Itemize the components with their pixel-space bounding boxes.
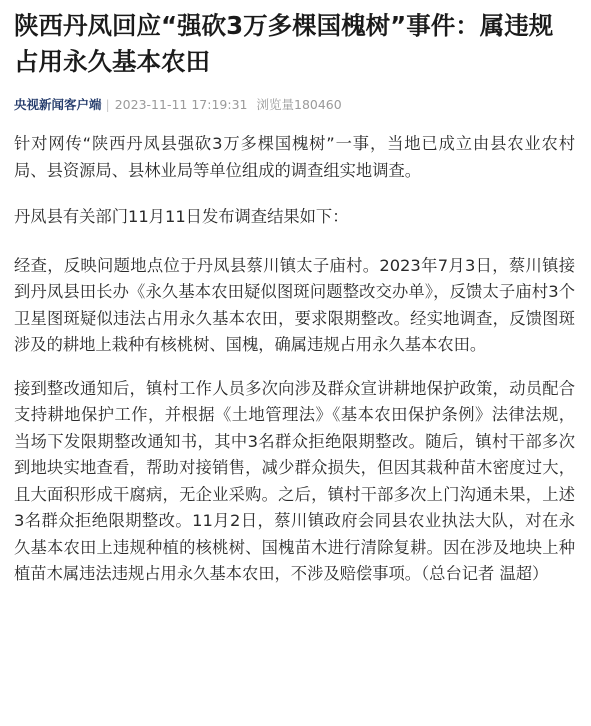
article-paragraph: 针对网传“陕西丹凤县强砍3万多棵国槐树”一事，当地已成立由县农业农村局、县资源局、县林业局等单位组成的调查组实地调查。 [14,134,575,180]
source-link[interactable]: 央视新闻客户端 [14,97,102,112]
view-count: 浏览量180460 [256,97,342,112]
publish-timestamp: 2023-11-11 17:19:31 [114,97,248,112]
meta-separator: | [105,97,110,112]
article-title: 陕西丹凤回应“强砍3万多棵国槐树”事件：属违规占用永久基本农田 [14,11,554,76]
article-paragraph: 经查，反映问题地点位于丹凤县蔡川镇太子庙村。2023年7月3日，蔡川镇接到丹凤县田长办《永久基本农田疑似图斑问题整改交办单》，反馈太子庙村3个卫星图斑疑似违法占用永久基本农田，要求限期整改。经实地调查，反馈图斑涉及的耕地上栽种有核桃树、国槐，确属违规占用永久基本农田。 [14,255,575,354]
article-paragraph: 接到整改通知后，镇村工作人员多次向涉及群众宣讲耕地保护政策，动员配合支持耕地保护工作，并根据《土地管理法》《基本农田保护条例》法律法规，当场下发限期整改通知书，其中3名群众拒绝限期整改。随后，镇村干部多次到地块实地查看，帮助对接销售，减少群众损失，但因其栽种苗木密度过大，且大面积形成干腐病，无企业采购。之后，镇村干部多次上门沟通未果，上述3名群众拒绝限期整改。11月2日，蔡川镇政府会同县农业执法大队，对在永久基本农田上违规种植的核桃树、国槐苗木进行清除复耕。因在涉及地块上种植苗木属违法违规占用永久基本农田，不涉及赔偿事项。（总台记者 温超） [14,378,575,583]
article-paragraph: 丹凤县有关部门11月11日发布调查结果如下： [14,207,349,226]
article-meta [14,96,575,114]
